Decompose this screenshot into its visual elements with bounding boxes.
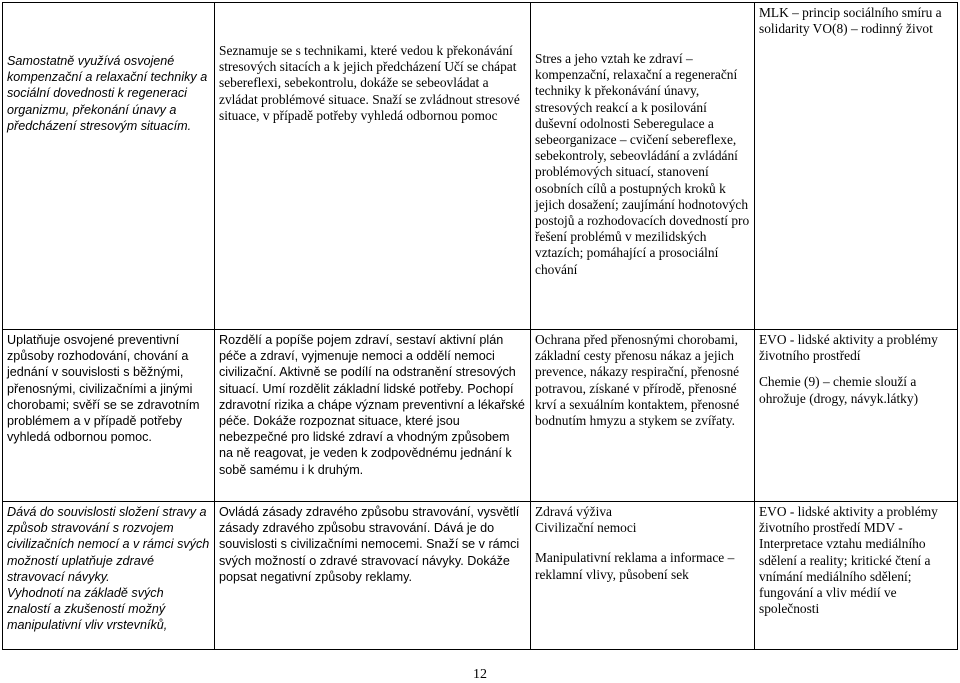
outcome-text: Uplatňuje osvojené preventivní způsoby rozhodování, chování a jednání v souvislosti s běžnými, přenosnými, civilizačními a jinými chorobami; svěří se se zdravotním problémem a v případě potřeby vyhledá odbornou pomoc. xyxy=(7,333,200,445)
crosscurricular-text: EVO - lidské aktivity a problémy životního prostředí xyxy=(759,332,938,364)
topic-cell xyxy=(531,330,755,502)
outcome-cell xyxy=(3,3,215,330)
page-number: 12 xyxy=(473,667,487,682)
learning-text: Ovládá zásady zdravého způsobu stravování, vysvětlí zásady zdravého způsobu stravování. Dává je do souvislosti s civilizačními nemocemi. Snaží se v rámci svých možností o zdravé stravovací návyky. Dokáže popsat negativní způsoby reklamy. xyxy=(219,505,520,584)
topic-cell xyxy=(531,3,755,330)
learning-text: Seznamuje se s technikami, které vedou k překonávání stresových sitacích a k jejich předcházení Učí se chápat sebereflexi, sebekontrolu, dokáže se sebeovládat a zvládat problémové situace. Snaží se zvládnout stresové situace, v případě potřeby vyhledá odbornou pomoc xyxy=(219,43,520,123)
topic-text: Manipulativní reklama a informace – reklamní vlivy, působení sek xyxy=(535,550,735,582)
learning-cell xyxy=(215,502,531,650)
outcome-text: Dává do souvislosti složení stravy a způsob stravování s rozvojem civilizačních nemocí a v rámci svých možností uplatňuje zdravé stravovací návyky. xyxy=(7,505,210,584)
table-row xyxy=(3,330,958,502)
crosscurricular-cell xyxy=(755,3,958,330)
crosscurricular-text: EVO - lidské aktivity a problémy životního prostředí MDV - Interpretace vztahu mediálního sdělení a reality; kritické čtení a vnímání mediálního sdělení; fungování a vliv médií ve společnosti xyxy=(759,504,938,617)
crosscurricular-cell xyxy=(755,330,958,502)
outcome-text: Samostatně využívá osvojené kompenzační a relaxační techniky a sociální dovednosti k regeneraci organizmu, překonání únavy a předcházení stresovým situacím. xyxy=(7,54,208,133)
curriculum-table xyxy=(2,2,958,650)
learning-cell xyxy=(215,3,531,330)
table-row xyxy=(3,3,958,330)
crosscurricular-text: Chemie (9) – chemie slouží a ohrožuje (drogy, návyk.látky) xyxy=(759,374,919,406)
table-row xyxy=(3,502,958,650)
topic-text: Ochrana před přenosnými chorobami, základní cesty přenosu nákaz a jejich prevence, nákazy respirační, přenosné potravou, získané v přírodě, přenosné krví a sexuálním kontaktem, přenosné bodnutím hmyzu a stykem se zvířaty. xyxy=(535,332,740,429)
learning-cell xyxy=(215,330,531,502)
topic-text: Civilizační nemoci xyxy=(535,520,637,536)
topic-text: Zdravá výživa xyxy=(535,504,612,519)
crosscurricular-text: MLK – princip sociálního smíru a solidarity VO(8) – rodinný život xyxy=(759,5,942,37)
topic-text: Stres a jeho vztah ke zdraví – kompenzační, relaxační a regenerační techniky k překonávání únavy, stresových reakcí a k posilování duševní odolnosti Seberegulace a sebeorganizace – cvičení sebereflexe, sebekontroly, sebeovládání a zvládání problémových situací, stanovení osobních cílů a postupných kroků k jejich dosažení; zaujímání hodnotových postojů a rozhodovacích dovedností pro řešení problémů v mezilidských vztazích; pomáhající a prosociální chování xyxy=(535,51,750,277)
outcome-cell xyxy=(3,330,215,502)
outcome-text: Vyhodnotí na základě svých znalostí a zkušeností možný manipulativní vliv vrstevníků, xyxy=(7,586,168,633)
topic-cell xyxy=(531,502,755,650)
crosscurricular-cell xyxy=(755,502,958,650)
learning-text: Rozdělí a popíše pojem zdraví, sestaví aktivní plán péče a zdraví, vyjmenuje nemoci a oddělí nemoci civilizační. Aktivně se podílí na odstranění stresových situací. Umí rozdělit základní lidské potřeby. Pochopí zdravotní rizika a chápe význam preventivní a lékařské péče. Dokáže rozpoznat situace, které jsou nebezpečné pro lidské zdraví a vhodným způsobem na ně reagovat, je veden k zodpovědnému jednání k sobě samému i k druhým. xyxy=(219,333,525,477)
outcome-cell xyxy=(3,502,215,650)
